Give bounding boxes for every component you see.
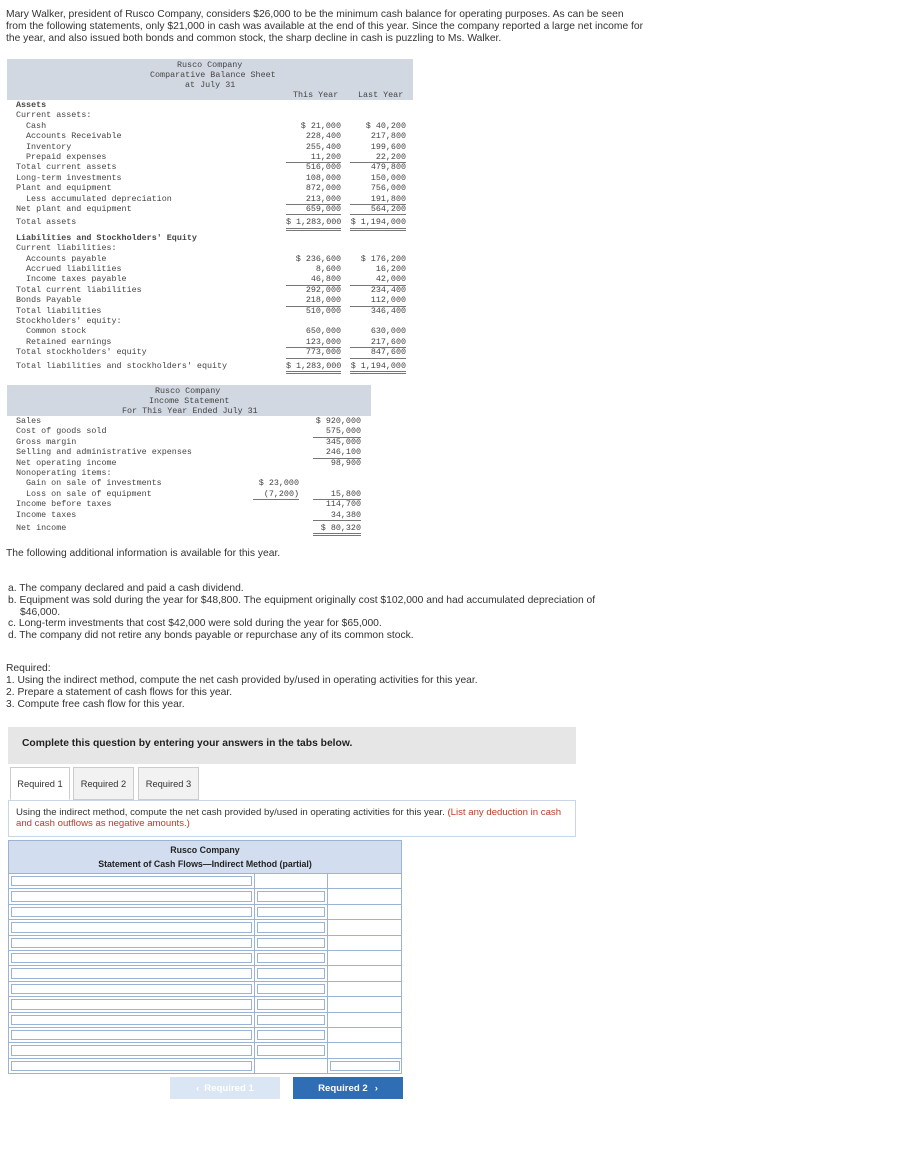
worksheet-label-input[interactable] [11, 999, 252, 1009]
worksheet-cell [9, 1028, 255, 1042]
balance-sheet-title-block [7, 60, 413, 101]
worksheet-cell [255, 936, 328, 950]
instructions-banner: Complete this question by entering your answers in the tabs below. [8, 727, 576, 764]
bs-last-year-value: 22,200 [350, 152, 406, 163]
worksheet-amount-input[interactable] [257, 953, 325, 963]
worksheet-cell [328, 874, 402, 888]
bs-this-year-value: $ 1,283,000 [286, 361, 341, 374]
bs-this-year-value: 123,000 [286, 337, 341, 348]
col-this-year: This Year [293, 90, 339, 100]
bs-row-label: Total current assets [16, 162, 117, 173]
bs-last-year-value: $ 1,194,000 [350, 217, 406, 230]
worksheet-cell [9, 874, 255, 888]
bs-last-year-value: 564,200 [350, 204, 406, 215]
balance-sheet-title: Rusco Company [177, 60, 243, 70]
bs-row-label: Less accumulated depreciation [26, 193, 172, 204]
bs-row-label: Total current liabilities [16, 284, 142, 295]
worksheet-cell [9, 982, 255, 996]
bs-last-year-value: $ 40,200 [365, 120, 406, 131]
worksheet-label-input[interactable] [11, 953, 252, 963]
bs-last-year-value: $ 1,194,000 [350, 361, 406, 374]
worksheet-label-input[interactable] [11, 876, 252, 886]
worksheet-label-input[interactable] [11, 1030, 252, 1040]
worksheet-label-input[interactable] [11, 984, 252, 994]
bs-this-year-value: 218,000 [286, 295, 341, 306]
worksheet-row [8, 936, 402, 951]
worksheet-label-input[interactable] [11, 1061, 252, 1071]
worksheet-cell [9, 951, 255, 965]
additional-item-c: c. Long-term investments that cost $42,000 were sold during the year for $65,000. [8, 618, 382, 630]
worksheet-cell [9, 920, 255, 934]
tab-required-3[interactable]: Required 3 [138, 767, 199, 800]
bs-row-label: Prepaid expenses [26, 152, 107, 162]
worksheet-amount-input[interactable] [257, 891, 325, 901]
next-required-button[interactable] [293, 1077, 403, 1099]
bs-row-label: Accounts Receivable [26, 131, 122, 142]
worksheet-cell [255, 982, 328, 996]
bs-row-label: Total liabilities [16, 305, 102, 316]
worksheet-amount-input[interactable] [257, 922, 325, 932]
bs-row-label: Long-term investments [16, 172, 122, 183]
worksheet-amount-input[interactable] [257, 1015, 325, 1025]
bs-this-year-value: $ 236,600 [295, 253, 341, 264]
instruction-note: (List any deduction in cash and cash outflows as negative amounts.) [16, 807, 562, 830]
bs-last-year-value: 112,000 [350, 295, 406, 306]
worksheet-cell [9, 966, 255, 980]
worksheet-label-input[interactable] [11, 907, 252, 917]
worksheet-cell [255, 1028, 328, 1042]
chevron-right-icon: › [374, 1082, 378, 1094]
bs-this-year-value: 659,000 [286, 204, 341, 215]
bs-this-year-value: 872,000 [305, 183, 341, 194]
bs-last-year-value: 217,600 [350, 337, 406, 348]
additional-item-a: a. The company declared and paid a cash dividend. [8, 583, 244, 594]
worksheet-cell [9, 905, 255, 919]
worksheet-row [8, 982, 402, 997]
bs-row-label: Total liabilities and stockholders' equity [16, 360, 228, 371]
bs-this-year-value: 46,800 [286, 274, 341, 285]
worksheet-cell [9, 1013, 255, 1027]
tab-instruction [8, 800, 576, 837]
worksheet-label-input[interactable] [11, 891, 252, 901]
bs-row-label: Common stock [26, 326, 87, 337]
is-row-label: Loss on sale of equipment [26, 488, 152, 499]
is-row-label: Nonoperating items: [16, 468, 112, 478]
bs-this-year-value: 510,000 [305, 305, 341, 316]
worksheet-cell [9, 997, 255, 1011]
bs-this-year-value: 108,000 [305, 172, 341, 183]
bs-last-year-value: $ 176,200 [360, 253, 406, 264]
bs-last-year-value: 217,800 [370, 131, 406, 142]
worksheet-cell [255, 1013, 328, 1027]
bs-last-year-value: 847,600 [350, 347, 406, 358]
worksheet-cell [9, 1059, 255, 1073]
bs-this-year-value: $ 21,000 [300, 120, 341, 131]
worksheet-row [8, 889, 402, 904]
worksheet-title: Rusco Company [170, 845, 240, 855]
bs-this-year-value: 8,600 [315, 264, 341, 274]
worksheet-cell [255, 1059, 328, 1073]
bs-last-year-value: 346,400 [370, 305, 406, 316]
bs-last-year-value: 191,800 [350, 194, 406, 205]
is-row-label: Sales [16, 416, 42, 426]
bs-row-label: Net plant and equipment [16, 204, 132, 214]
col-last-year: Last Year [358, 90, 404, 100]
worksheet-label-input[interactable] [11, 1045, 252, 1055]
income-statement-subtitle: Income Statement [149, 396, 230, 406]
bs-row-label: Retained earnings [26, 336, 112, 347]
worksheet-cell [328, 1013, 402, 1027]
intro-paragraph: Mary Walker, president of Rusco Company, considers $26,000 to be the minimum cash balance for operating purposes. As can be seen from the following statements, only $21,000 in cash was available at the end of this year. Since the company reported a large net income for the year, and also issued both bonds and common stock, the sharp decline in cash is puzzling to Ms. Walker. [6, 9, 644, 44]
prev-required-button[interactable] [170, 1077, 280, 1099]
worksheet-label-input[interactable] [11, 968, 252, 978]
is-row-label: Gain on sale of investments [26, 478, 162, 489]
is-total-value: 345,000 [325, 436, 361, 447]
worksheet-cell [255, 966, 328, 980]
is-row-label: Net income [16, 523, 67, 533]
bs-this-year-value: 773,000 [286, 347, 341, 358]
bs-this-year-value: 11,200 [286, 152, 341, 163]
worksheet-cell [255, 874, 328, 888]
worksheet-label-input[interactable] [11, 938, 252, 948]
worksheet-cell [255, 920, 328, 934]
worksheet-row [8, 905, 402, 920]
worksheet-amount-input[interactable] [257, 938, 325, 948]
is-total-value: $ 80,320 [313, 523, 361, 536]
tab-required-1[interactable]: Required 1 [10, 767, 70, 800]
worksheet-cell [328, 982, 402, 996]
worksheet-subtitle: Statement of Cash Flows—Indirect Method (partial) [98, 859, 312, 869]
bs-this-year-value: $ 1,283,000 [286, 217, 341, 230]
is-subtotal-value: $ 23,000 [258, 478, 299, 489]
bs-last-year-value: 150,000 [370, 172, 406, 183]
worksheet-header [8, 840, 402, 874]
is-subtotal-value: (7,200) [253, 489, 299, 500]
bs-this-year-value: 255,400 [305, 141, 341, 152]
income-statement-period: For This Year Ended July 31 [122, 406, 258, 416]
bs-row-label: Accrued liabilities [26, 264, 122, 274]
worksheet-cell [328, 936, 402, 950]
worksheet-label-input[interactable] [11, 1015, 252, 1025]
bs-last-year-value: 479,800 [370, 162, 406, 173]
additional-heading: The following additional information is available for this year. [6, 548, 281, 559]
bs-this-year-value: 292,000 [305, 284, 341, 295]
bs-this-year-value: 516,000 [305, 162, 341, 173]
worksheet-row [8, 1013, 402, 1028]
worksheet-row [8, 1028, 402, 1043]
is-row-label: Gross margin [16, 436, 77, 447]
worksheet-cell [255, 905, 328, 919]
worksheet-cell [328, 966, 402, 980]
additional-item-b-cont: $46,000. [20, 606, 61, 618]
is-total-value: 114,700 [325, 499, 361, 510]
worksheet-cell [328, 889, 402, 903]
worksheet-amount-input[interactable] [257, 999, 325, 1009]
bs-this-year-value: 228,400 [305, 131, 341, 142]
is-row-label: Selling and administrative expenses [16, 447, 192, 458]
bs-row-label: Liabilities and Stockholders' Equity [16, 232, 197, 243]
bs-last-year-value: 42,000 [350, 274, 406, 285]
worksheet-row [8, 874, 402, 889]
is-total-value: 34,380 [313, 510, 361, 521]
required-item-3: 3. Compute free cash flow for this year. [6, 699, 185, 710]
worksheet-cell [255, 1043, 328, 1057]
worksheet-cell [328, 1028, 402, 1042]
worksheet-amount-input[interactable] [257, 1030, 325, 1040]
required-heading: Required: [6, 663, 51, 674]
bs-row-label: Inventory [26, 141, 72, 152]
worksheet-cell [328, 951, 402, 965]
balance-sheet [7, 59, 413, 372]
bs-last-year-value: 630,000 [370, 326, 406, 337]
next-button-label: Required 2 [318, 1082, 368, 1094]
worksheet-row [8, 920, 402, 935]
worksheet-cell [255, 889, 328, 903]
worksheet-cell [255, 997, 328, 1011]
worksheet-row [8, 1043, 402, 1058]
bs-row-label: Cash [26, 120, 47, 131]
bs-row-label: Assets [16, 100, 47, 110]
additional-list [8, 583, 628, 642]
bs-last-year-value: 199,600 [370, 141, 406, 152]
worksheet-row [8, 1059, 402, 1074]
additional-item-d: d. The company did not retire any bonds payable or repurchase any of its common stock. [8, 630, 414, 642]
is-row-label: Cost of goods sold [16, 426, 107, 437]
is-total-value: $ 920,000 [315, 416, 361, 426]
worksheet-cell [255, 951, 328, 965]
worksheet-row [8, 997, 402, 1012]
is-total-value: 15,800 [313, 489, 361, 500]
bs-row-label: Total assets [16, 217, 77, 228]
bs-row-label: Accounts payable [26, 253, 107, 264]
worksheet-cell [9, 889, 255, 903]
required-item-1: 1. Using the indirect method, compute the net cash provided by/used in operating activities for this year. [6, 675, 478, 686]
prev-button-label: Required 1 [204, 1082, 254, 1094]
bs-row-label: Bonds Payable [16, 295, 82, 306]
is-row-label: Income before taxes [16, 499, 112, 510]
bs-last-year-value: 234,400 [370, 284, 406, 295]
worksheet-row [8, 951, 402, 966]
worksheet-amount-input[interactable] [257, 1045, 325, 1055]
tab-required-2[interactable]: Required 2 [73, 767, 134, 800]
bs-last-year-value: 16,200 [375, 264, 406, 274]
worksheet-cell [328, 1043, 402, 1057]
cash-flow-worksheet [8, 840, 402, 1074]
bs-row-label: Income taxes payable [26, 274, 127, 285]
is-total-value: 246,100 [313, 447, 361, 458]
bs-row-label: Total stockholders' equity [16, 347, 147, 358]
worksheet-cell [328, 905, 402, 919]
bs-row-label: Stockholders' equity: [16, 316, 122, 326]
worksheet-total-input[interactable] [330, 1061, 400, 1071]
is-total-value: 98,900 [330, 457, 361, 468]
worksheet-label-input[interactable] [11, 922, 252, 932]
required-item-2: 2. Prepare a statement of cash flows for this year. [6, 687, 233, 698]
worksheet-amount-input[interactable] [257, 984, 325, 994]
bs-row-label: Current liabilities: [16, 243, 117, 254]
balance-sheet-date: at July 31 [185, 80, 236, 90]
bs-this-year-value: 213,000 [286, 194, 341, 205]
balance-sheet-subtitle: Comparative Balance Sheet [150, 70, 276, 80]
bs-last-year-value: 756,000 [370, 183, 406, 194]
is-total-value: 575,000 [313, 426, 361, 437]
additional-item-b: b. Equipment was sold during the year for $48,800. The equipment originally cost $102,000 and had accumulated depreciation of [8, 594, 596, 606]
worksheet-cell [9, 936, 255, 950]
worksheet-cell [9, 1043, 255, 1057]
bs-row-label: Plant and equipment [16, 183, 112, 194]
worksheet-amount-input[interactable] [257, 907, 325, 917]
is-row-label: Net operating income [16, 457, 117, 468]
chevron-left-icon: ‹ [196, 1082, 200, 1094]
required-block [6, 663, 478, 711]
worksheet-row [8, 966, 402, 981]
is-row-label: Income taxes [16, 509, 77, 520]
bs-row-label: Current assets: [16, 110, 92, 121]
worksheet-cell [328, 920, 402, 934]
worksheet-cell [328, 997, 402, 1011]
income-statement-title: Rusco Company [155, 386, 221, 396]
worksheet-amount-input[interactable] [257, 968, 325, 978]
instruction-text: Using the indirect method, compute the net cash provided by/used in operating activities for this year. [16, 807, 445, 818]
worksheet-cell [328, 1059, 402, 1073]
worksheet-rows [8, 874, 402, 1074]
bs-this-year-value: 650,000 [305, 326, 341, 337]
income-statement [7, 385, 371, 535]
